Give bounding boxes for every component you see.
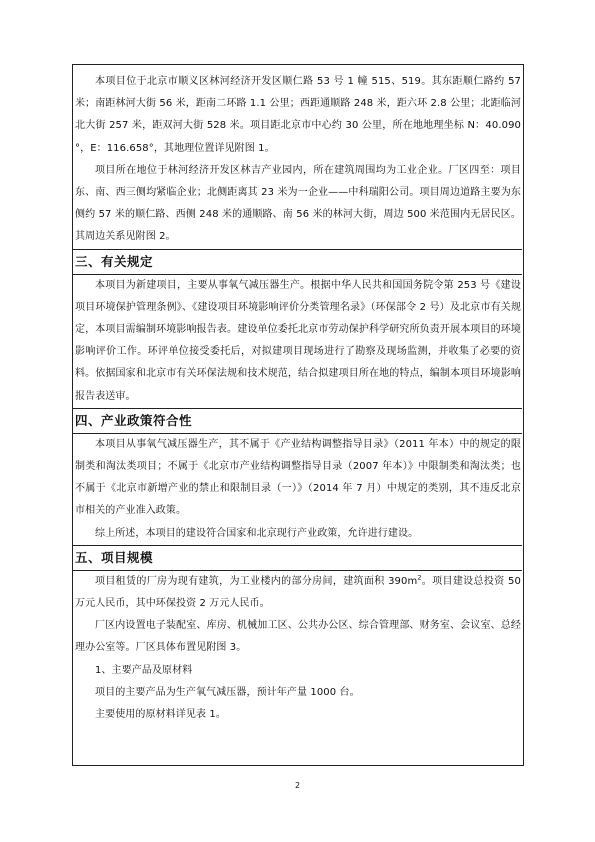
products-paragraph: 项目的主要产品为生产氧气减压器，预计年产量 1000 台。 [95, 686, 360, 698]
location-paragraph: 本项目位于北京市顺义区林河经济开发区顺仁路 53 号 1 幢 515、519。其东距顺仁路约 57 米；南距林河大街 56 米，距南二环路 1.1 公里；西距通顺路 248 米，距六环 2.8 公里；北距临河北大街 257 米，距双河大街 528 米。项目距北京市中心约 30 公里，所在地地理坐标 N：40.090 °，E：116.658°，其地理位置详见附图 1。 [75, 76, 521, 154]
scale-text-end: 。项目建设总投资 50 万元人民币，其中环保投资 2 万元人民币。 [75, 575, 521, 610]
surroundings-paragraph: 项目所在地位于林河经济开发区林吉产业园内，所在建筑周围均为工业企业。厂区四至：项目东、南、西三侧均紧临企业；北侧距离其 23 米为一企业——中科瑞阳公司。项目周边道路主要为东侧约 57 米的顺仁路、西侧 248 米的通顺路、南 56 米的林河大街，周边 500 米范围内无居民区。其周边关系见附图 2。 [75, 164, 521, 243]
section-heading-policy: 四、产业政策符合性 [72, 408, 522, 434]
page-number: 2 [294, 781, 301, 790]
policy-conclusion-paragraph: 综上所述，本项目的建设符合国家和北京现行产业政策，允许进行建设。 [95, 527, 419, 539]
regulations-paragraph: 本项目为新建项目，主要从事氧气减压器生产。根据中华人民共和国国务院令第 253 号《建设项目环境保护管理条例》、《建设项目环境影响评价分类管理名录》（环保部令 2 号）及北京市有关规定，本项目需编制环境影响报告表。建设单位委托北京市劳动保护科学研究所负责开展本项目的环境影响评价工作。环评单位接受委托后，对拟建项目现场进行了勘察及现场监测，并收集了必要的资料。依据国家和北京市有关环保法规和技术规范，结合拟建项目所在地的特点，编制本项目环境影响报告表送审。 [75, 279, 521, 402]
section-heading-scale: 五、项目规模 [72, 545, 522, 571]
materials-paragraph: 主要使用的原材料详见表 1。 [95, 709, 226, 721]
document-body [75, 71, 521, 726]
section-heading-regulations: 三、有关规定 [72, 249, 522, 275]
area-unit-superscript: 2 [417, 573, 422, 582]
policy-paragraph: 本项目从事氧气减压器生产，其不属于《产业结构调整指导目录》（2011 年本）中的规定的限制类和淘汰类项目；不属于《北京市产业结构调整指导目录（2007 年本）》中限制类和淘汰类；也不属于《北京市新增产业的禁止和限制目录（一）》（2014 年 7 月）中规定的类别，其不违反北京市相关的产业准入政策。 [75, 438, 521, 517]
layout-paragraph: 厂区内设置电子装配室、库房、机械加工区、公共办公区、综合管理部、财务室、会议室、总经理办公室等。厂区具体布置见附图 3。 [75, 620, 521, 654]
products-subheading: 1、主要产品及原材料 [95, 664, 193, 676]
scale-text-start: 项目租赁的厂房为现有建筑，为工业楼内的部分房间，建筑面积 390m [95, 575, 418, 587]
scale-paragraph [75, 571, 521, 615]
